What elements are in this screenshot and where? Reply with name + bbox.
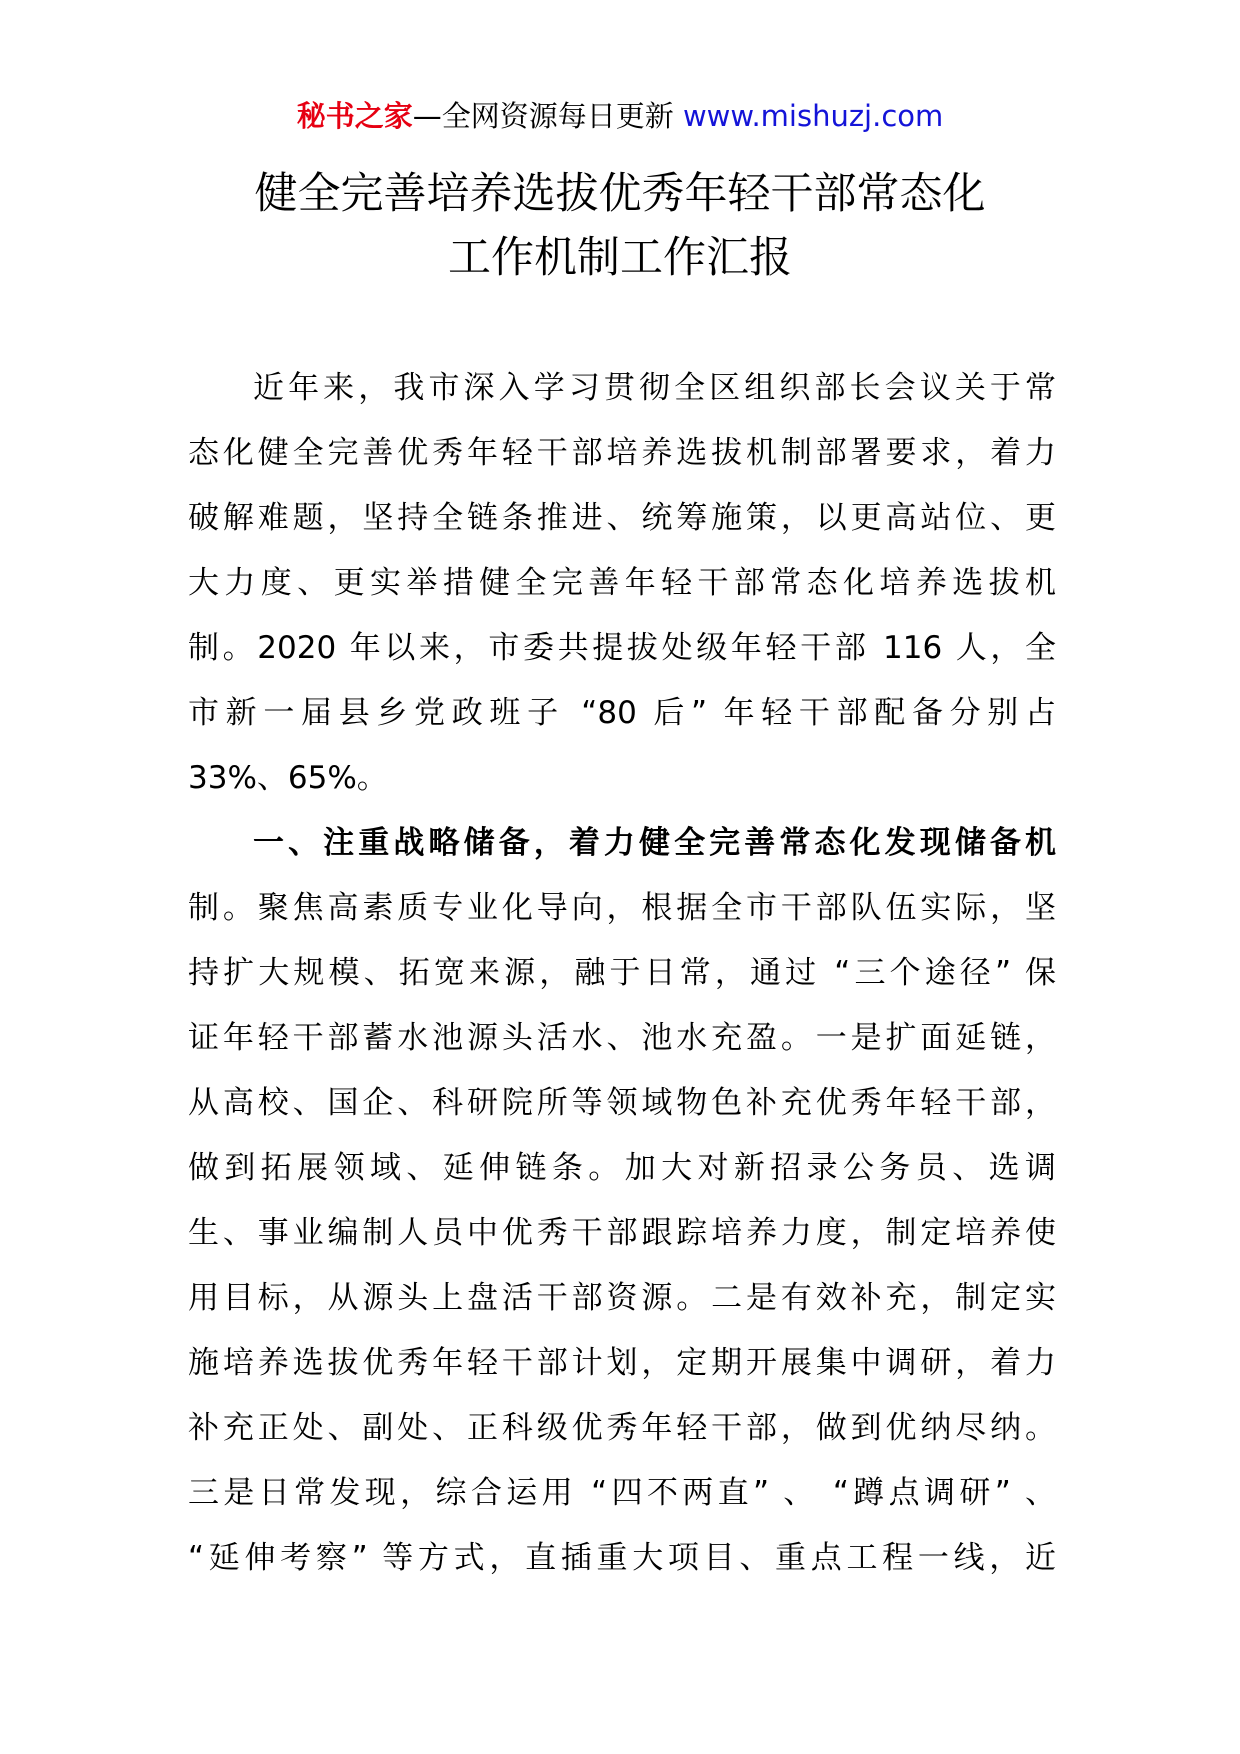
paragraph-line: 生、事业编制人员中优秀干部跟踪培养力度，制定培养使: [188, 1215, 1056, 1251]
document-body: [188, 356, 1056, 1591]
paragraph-line: 证年轻干部蓄水池源头活水、池水充盈。一是扩面延链，: [188, 1020, 1056, 1056]
paragraph-line: 近年来，我市深入学习贯彻全区组织部长会议关于常: [253, 370, 1056, 406]
site-banner: [0, 96, 1240, 136]
brand-name: 秘书之家: [296, 99, 413, 133]
section-heading-line: 一、注重战略储备，着力健全完善常态化发现储备机: [253, 825, 1056, 861]
paragraph-line: 33%、65%。: [188, 760, 388, 796]
paragraph-line: 制。聚焦高素质专业化导向，根据全市干部队伍实际，坚: [188, 890, 1056, 926]
paragraph-line: 做到拓展领域、延伸链条。加大对新招录公务员、选调: [188, 1150, 1056, 1186]
paragraph-line: 施培养选拔优秀年轻干部计划，定期开展集中调研，着力: [188, 1345, 1056, 1381]
paragraph-line: 用目标，从源头上盘活干部资源。二是有效补充，制定实: [188, 1280, 1056, 1316]
paragraph-line: 破解难题，坚持全链条推进、统筹施策，以更高站位、更: [188, 500, 1056, 536]
paragraph-line: 态化健全完善优秀年轻干部培养选拔机制部署要求，着力: [188, 435, 1056, 471]
document-title: [0, 162, 1240, 290]
paragraph-line: 市新一届县乡党政班子 “80 后” 年轻干部配备分别占: [188, 695, 1056, 731]
paragraph-line: 制。2020 年以来，市委共提拔处级年轻干部 116 人，全: [188, 630, 1056, 666]
paragraph-line: 大力度、更实举措健全完善年轻干部常态化培养选拔机: [188, 565, 1056, 601]
banner-tagline: —全网资源每日更新: [412, 99, 674, 133]
title-line-1: 健全完善培养选拔优秀年轻干部常态化: [254, 169, 986, 219]
paragraph-line: 补充正处、副处、正科级优秀年轻干部，做到优纳尽纳。: [188, 1410, 1056, 1446]
paragraph-line: 三是日常发现，综合运用 “四不两直” 、 “蹲点调研” 、: [188, 1475, 1056, 1511]
paragraph-line: 从高校、国企、科研院所等领域物色补充优秀年轻干部，: [188, 1085, 1056, 1121]
paragraph-line: 持扩大规模、拓宽来源，融于日常，通过 “三个途径” 保: [188, 955, 1056, 991]
site-url-link[interactable]: www.mishuzj.com: [673, 99, 944, 133]
paragraph-line: “延伸考察” 等方式，直插重大项目、重点工程一线，近: [188, 1540, 1056, 1576]
title-line-2: 工作机制工作汇报: [448, 233, 792, 283]
